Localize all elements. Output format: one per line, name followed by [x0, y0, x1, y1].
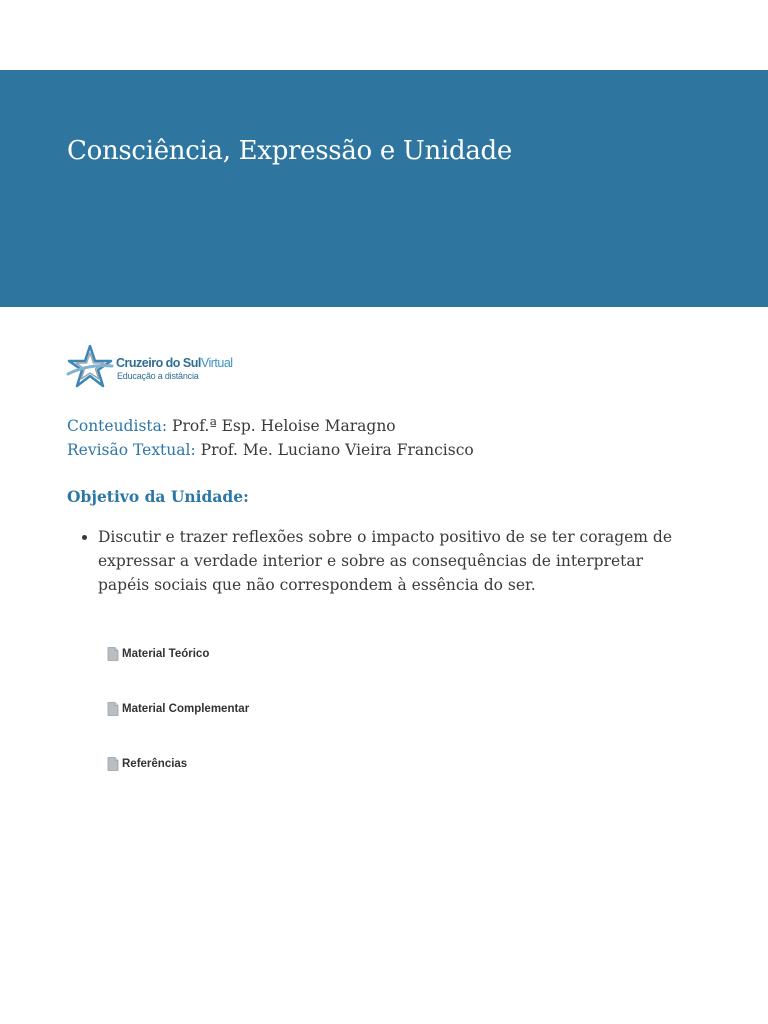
link-label[interactable]: Referências: [122, 758, 188, 770]
link-material-teorico[interactable]: [107, 645, 249, 663]
document-icon: [107, 647, 119, 661]
document-icon: [107, 757, 119, 771]
objective-list: [79, 525, 698, 597]
review-line: [67, 438, 474, 462]
title-banner: [0, 70, 768, 307]
logo-name: [116, 356, 233, 370]
link-label[interactable]: Material Teórico: [122, 648, 210, 660]
page-title: Consciência, Expressão e Unidade: [67, 136, 512, 166]
link-material-complementar[interactable]: [107, 700, 249, 718]
credits: [67, 414, 474, 462]
objective-heading: Objetivo da Unidade:: [67, 487, 249, 506]
star-logo-icon: [66, 344, 114, 388]
logo-name-bold: Cruzeiro do Sul: [116, 356, 201, 370]
material-links: [107, 645, 249, 810]
institution-logo: [66, 344, 246, 388]
link-referencias[interactable]: [107, 755, 249, 773]
link-label[interactable]: Material Complementar: [122, 703, 250, 715]
author-label: Conteudista:: [67, 417, 168, 435]
logo-tagline: Educação a distância: [117, 371, 199, 381]
list-item: • Discutir e trazer reflexões sobre o impacto positivo de se ter coragem de expressar a verdade interior e sobre as consequências de interpretar papéis sociais que não correspondem à essência do ser.: [98, 525, 698, 597]
author-line: [67, 414, 474, 438]
review-value: Prof. Me. Luciano Vieira Francisco: [200, 441, 474, 459]
document-icon: [107, 702, 119, 716]
logo-name-light: Virtual: [200, 356, 233, 370]
review-label: Revisão Textual:: [67, 441, 196, 459]
author-value: Prof.ª Esp. Heloise Maragno: [172, 417, 396, 435]
